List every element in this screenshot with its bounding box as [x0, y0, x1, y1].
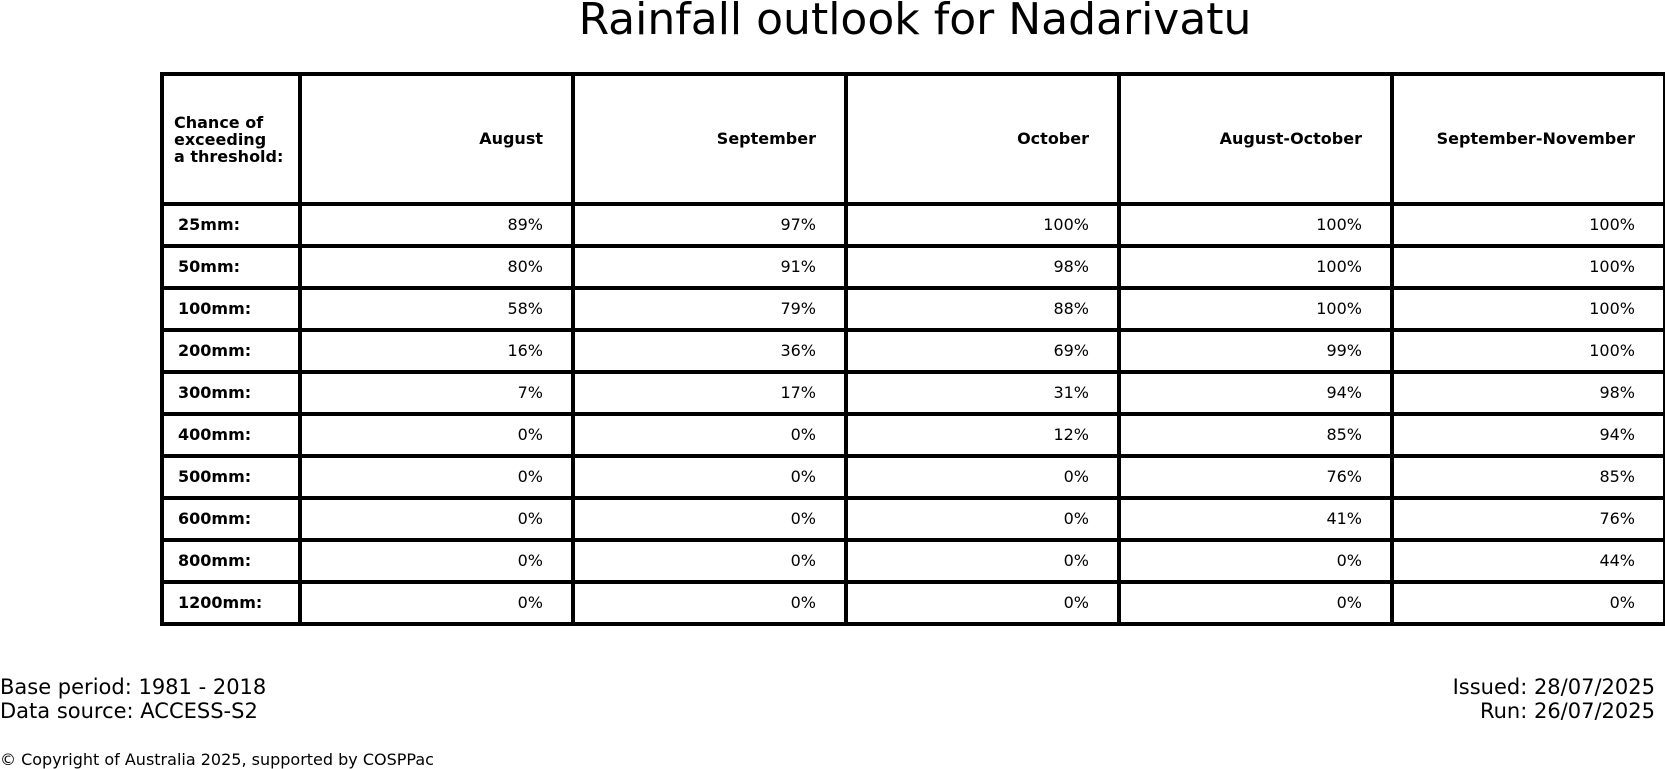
probability-cell: 100%	[846, 204, 1119, 246]
probability-cell: 100%	[1392, 288, 1665, 330]
probability-cell: 12%	[846, 414, 1119, 456]
probability-cell: 79%	[573, 288, 846, 330]
probability-cell: 17%	[573, 372, 846, 414]
probability-cell: 99%	[1119, 330, 1392, 372]
footer-right	[1453, 675, 1655, 723]
probability-cell: 100%	[1392, 204, 1665, 246]
probability-cell: 0%	[846, 456, 1119, 498]
run-date-text: Run: 26/07/2025	[1479, 699, 1655, 723]
threshold-label: 400mm:	[162, 414, 300, 456]
copyright-text: © Copyright of Australia 2025, supported by COSPPac	[0, 750, 434, 769]
table-row	[162, 204, 1665, 246]
column-header: October	[846, 74, 1119, 204]
table-row	[162, 540, 1665, 582]
column-header: August-October	[1119, 74, 1392, 204]
probability-cell: 41%	[1119, 498, 1392, 540]
probability-cell: 0%	[573, 582, 846, 624]
table-row	[162, 288, 1665, 330]
probability-cell: 98%	[1392, 372, 1665, 414]
probability-cell: 0%	[573, 540, 846, 582]
probability-cell: 0%	[846, 540, 1119, 582]
threshold-label: 100mm:	[162, 288, 300, 330]
column-header: September	[573, 74, 846, 204]
probability-cell: 69%	[846, 330, 1119, 372]
header-row	[162, 74, 1665, 204]
column-header: August	[300, 74, 573, 204]
table-row	[162, 330, 1665, 372]
threshold-label: 200mm:	[162, 330, 300, 372]
probability-cell: 100%	[1119, 204, 1392, 246]
row-header-label	[162, 74, 300, 204]
row-header-line: exceeding	[174, 129, 267, 149]
threshold-label: 50mm:	[162, 246, 300, 288]
threshold-label: 1200mm:	[162, 582, 300, 624]
probability-cell: 89%	[300, 204, 573, 246]
probability-cell: 94%	[1392, 414, 1665, 456]
probability-cell: 0%	[300, 498, 573, 540]
table-row	[162, 414, 1665, 456]
probability-cell: 0%	[846, 582, 1119, 624]
probability-cell: 91%	[573, 246, 846, 288]
column-header: September-November	[1392, 74, 1665, 204]
probability-cell: 31%	[846, 372, 1119, 414]
probability-cell: 0%	[573, 414, 846, 456]
probability-cell: 0%	[300, 456, 573, 498]
probability-cell: 44%	[1392, 540, 1665, 582]
base-period-text: Base period: 1981 - 2018	[0, 675, 267, 699]
table-row	[162, 582, 1665, 624]
threshold-label: 25mm:	[162, 204, 300, 246]
probability-cell: 36%	[573, 330, 846, 372]
data-source-text: Data source: ACCESS-S2	[0, 699, 258, 723]
probability-cell: 97%	[573, 204, 846, 246]
issued-date-text: Issued: 28/07/2025	[1452, 675, 1655, 699]
threshold-label: 600mm:	[162, 498, 300, 540]
table-row	[162, 456, 1665, 498]
probability-cell: 76%	[1392, 498, 1665, 540]
probability-cell: 100%	[1119, 288, 1392, 330]
probability-cell: 85%	[1392, 456, 1665, 498]
probability-cell: 0%	[300, 540, 573, 582]
probability-cell: 0%	[1119, 582, 1392, 624]
table-row	[162, 372, 1665, 414]
probability-cell: 100%	[1392, 330, 1665, 372]
probability-cell: 0%	[300, 414, 573, 456]
probability-cell: 0%	[300, 582, 573, 624]
probability-cell: 0%	[1119, 540, 1392, 582]
probability-cell: 100%	[1119, 246, 1392, 288]
probability-cell: 98%	[846, 246, 1119, 288]
threshold-label: 800mm:	[162, 540, 300, 582]
probability-cell: 76%	[1119, 456, 1392, 498]
threshold-label: 500mm:	[162, 456, 300, 498]
row-header-line: a threshold:	[174, 146, 284, 166]
probability-cell: 58%	[300, 288, 573, 330]
probability-cell: 88%	[846, 288, 1119, 330]
probability-cell: 80%	[300, 246, 573, 288]
table-row	[162, 246, 1665, 288]
table-row	[162, 498, 1665, 540]
footer-left	[0, 675, 266, 723]
probability-cell: 85%	[1119, 414, 1392, 456]
threshold-label: 300mm:	[162, 372, 300, 414]
probability-cell: 0%	[573, 498, 846, 540]
probability-cell: 100%	[1392, 246, 1665, 288]
probability-cell: 0%	[1392, 582, 1665, 624]
chart-title: Rainfall outlook for Nadarivatu	[578, 0, 1252, 45]
outlook-table	[160, 72, 1665, 626]
probability-cell: 7%	[300, 372, 573, 414]
row-header-line: Chance of	[174, 112, 264, 132]
probability-cell: 94%	[1119, 372, 1392, 414]
probability-cell: 0%	[846, 498, 1119, 540]
probability-cell: 0%	[573, 456, 846, 498]
probability-cell: 16%	[300, 330, 573, 372]
